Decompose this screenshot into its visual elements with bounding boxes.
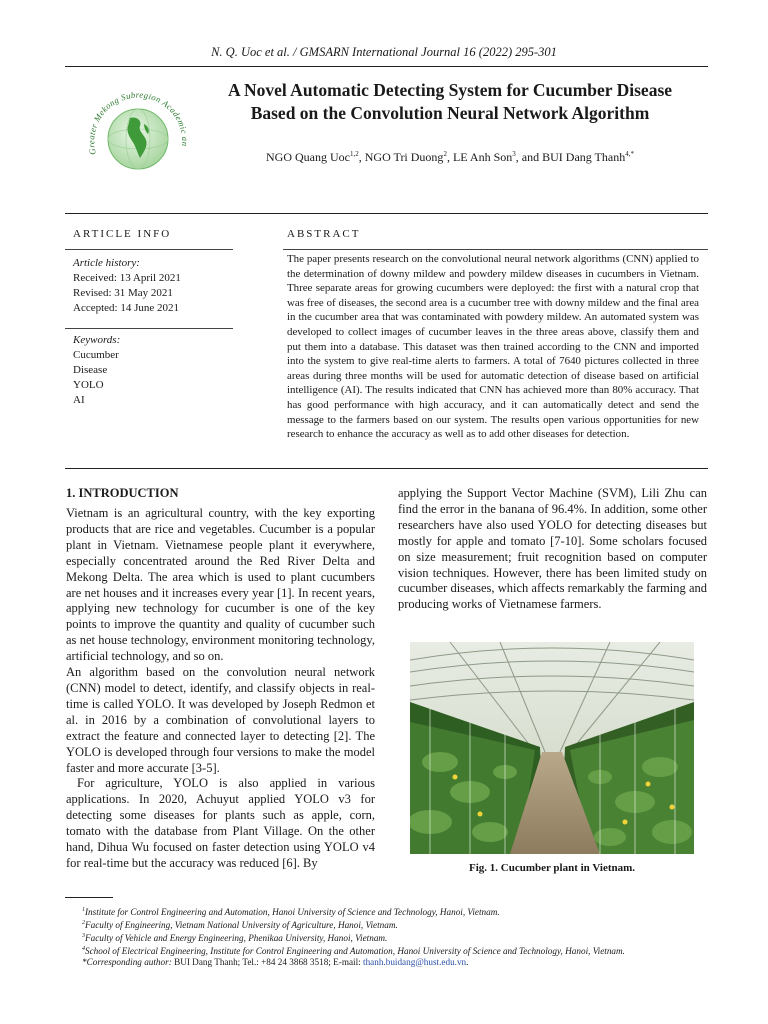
article-info-heading: ARTICLE INFO [73,228,172,240]
frontmatter-rule [65,213,708,214]
body-paragraph: An algorithm based on the convolution neural network (CNN) model to detect, identify, and classify objects in real-time is called YOLO. It was developed by Joseph Redmon et al. in 2016 by a combination of convolutional layers to extract the feature and connected layer to detecting [2]. The YOLO is developed through four versions to make the model faster and more accurate [3-5]. [66,665,375,775]
cucumber-greenhouse-image [410,642,694,854]
running-head: N. Q. Uoc et al. / GMSARN International Journal 16 (2022) 295-301 [211,45,557,59]
article-history [73,256,233,316]
paper-title-line-1: A Novel Automatic Detecting System for Cucumber Disease [227,80,673,100]
abstract-rule [283,249,708,250]
body-paragraph: Vietnam is an agricultural country, with the key exporting products that are rice and vegetables. Cucumber is a popular plant in Vietnam. Vietnamese people plant it everywhere, especially concentrated around the Red River Delta and Mekong Delta. The area which is used to plant cucumbers are net houses and it increases every year [1]. In recent years, applying new technology for cucumber is one of the key points to improve the quantity and quality of cucumber such as net house technology, environment monitoring technology, artificial technology, and so on. [66,506,375,664]
author-name: NGO Quang Uoc [266,150,350,164]
email-end: . [466,957,469,967]
header-rule [65,66,708,67]
author-name: BUI Dang Thanh [542,150,626,164]
footnote-marker: 3 [82,933,85,939]
author-affiliation: 1,2 [350,150,359,158]
author-name: LE Anh Son [452,150,513,164]
paper-title-line-2: Based on the Convolution Neural Network Algorithm [250,103,650,123]
received-date: Received: 13 April 2021 [73,272,181,284]
author-affiliation: 4,* [625,150,634,158]
figure-greenhouse-photo [410,642,694,854]
article-info-rule [65,249,233,250]
footnote-text: School of Electrical Engineering, Institute for Control Engineering and Automation, Hanoi University of Science and Technology, Hanoi, Vietnam. [85,946,625,957]
paper-title [200,79,700,125]
keyword: YOLO [73,379,104,391]
right-column [398,486,707,613]
history-label: Article history: [73,257,140,269]
footnote-rule [65,897,113,898]
footnote-marker: 1 [82,907,85,913]
keyword: Cucumber [73,349,119,361]
globe-logo-icon [78,76,198,196]
author-separator: , and [515,150,543,164]
footnote-text: Institute for Control Engineering and Automation, Hanoi University of Science and Technology, Hanoi, Vietnam. [85,907,500,918]
left-column [66,506,375,872]
footnote-text: Faculty of Vehicle and Energy Engineering, Phenikaa University, Hanoi, Vietnam. [85,933,388,944]
keywords-label: Keywords: [73,334,121,346]
abstract-bottom-rule [65,468,708,469]
footnote-marker: 2 [82,920,85,926]
body-paragraph: For agriculture, YOLO is also applied in various applications. In 2020, Achuyut applied YOLO v3 for detecting some diseases for plants such as apple, corn, tomato with the database from Plant Village. On the other hand, Dihua Wu focused on faster detection using YOLO v4 for real-time but the accuracy was reduced [6]. By [66,776,375,870]
author-list [200,150,700,165]
author-separator: , [446,150,453,164]
body-paragraph: applying the Support Vector Machine (SVM), Lili Zhu can find the error in the banana of 96.4%. In addition, some other researchers have also used YOLO for detecting diseases but mostly for apple and tomato [7-10]. Some scholars focused on size measurement; fruit recognition based on computer vision techniques. However, there has been limited study on cucumber diseases, which affects remarkably the farming and producing works of Vietnamese farmers. [398,486,707,612]
corresponding-label: *Corresponding author: [82,957,172,967]
corresponding-author [82,956,722,968]
keywords-block [73,333,233,408]
section-heading: 1. INTRODUCTION [66,486,179,500]
footnote-marker: 4 [82,946,85,952]
logo-text: Greater Mekong Subregion Academic an [86,89,191,156]
footnote-text: Faculty of Engineering, Vietnam National University of Agriculture, Hanoi, Vietnam. [85,920,398,931]
abstract-text: The paper presents research on the convolutional neural network algorithms (CNN) applied to the determination of downy mildew and powdery mildew diseases in cucumbers in Vietnam. Three separate areas for growing cucumbers were deployed: the first with a natural crop that was free of diseases, the second area is a cucumber tree with downy mildew and the final area in the cucumber area that was contaminated with powdery mildew. An automated system was developed to collect images of cucumber leaves in the three areas above, classify them and put them into a database. This dataset was then trained according to the CNN and imported into the system to give real-time alerts to farmers. A total of 7640 pictures collected in three areas during three months will be used for automatic detection of disease based on artificial intelligence (AI). The results indicated that CNN has achieved more than 80% accuracy. That has good performance with high accuracy, and it can automatically detect and send the message to the farmers based on our system. The results open various opportunities for new research to enhance the accuracy as well as to add other diseases for detection. [287,253,699,441]
abstract-heading: ABSTRACT [287,228,361,240]
keyword: Disease [73,364,108,376]
author-affiliation: 2 [443,150,447,158]
author-affiliation: 3 [512,150,516,158]
keywords-rule [65,328,233,329]
author-email-link[interactable]: thanh.buidang@hust.edu.vn [363,957,467,967]
keyword: AI [73,394,85,406]
revised-date: Revised: 31 May 2021 [73,287,173,299]
corresponding-details: BUI Dang Thanh; Tel.: +84 24 3868 3518; E-mail: [171,957,364,967]
gmsarn-logo [78,76,198,196]
author-separator: , [358,150,365,164]
figure-caption: Fig. 1. Cucumber plant in Vietnam. [468,862,636,874]
author-name: NGO Tri Duong [364,150,444,164]
accepted-date: Accepted: 14 June 2021 [73,302,179,314]
